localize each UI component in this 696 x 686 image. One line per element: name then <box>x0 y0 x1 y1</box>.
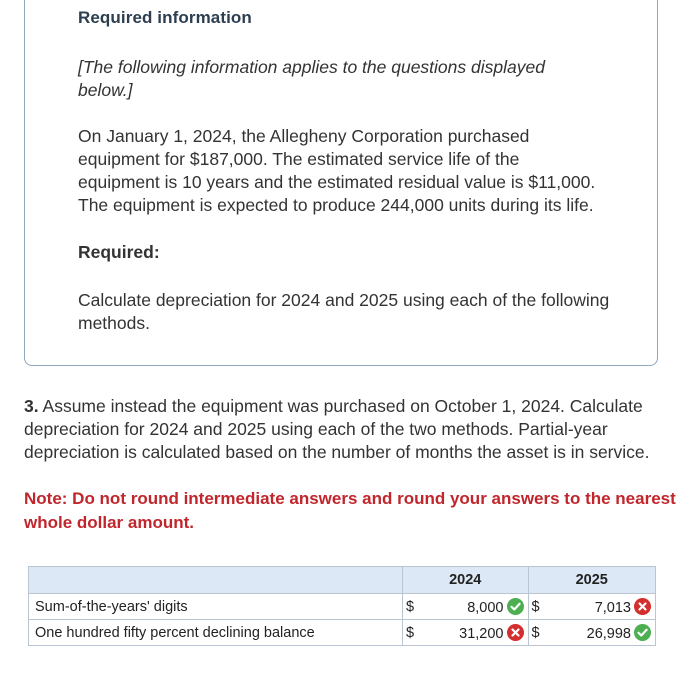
calc-instruction: Calculate depreciation for 2024 and 2025 using each of the following methods. <box>78 290 610 333</box>
currency-symbol: $ <box>403 594 423 620</box>
answer-value[interactable]: 31,200 <box>459 625 504 642</box>
info-body: On January 1, 2024, the Allegheny Corporation purchased equipment for $187,000. The estimated service life of the equipment is 10 years and the estimated residual value is $11,000. The equipment is expected to produce 244,000 units during its life. <box>78 126 596 215</box>
rounding-note: Note: Do not round intermediate answers and round your answers to the nearest whole dollar amount. <box>24 489 676 532</box>
header-blank <box>29 567 403 594</box>
currency-symbol: $ <box>403 620 423 646</box>
answer-value[interactable]: 7,013 <box>594 599 631 616</box>
currency-symbol: $ <box>528 620 548 646</box>
info-note: [The following information applies to the questions displayed below.] <box>78 57 545 100</box>
check-icon <box>507 598 524 615</box>
x-icon <box>507 624 524 641</box>
answer-value[interactable]: 8,000 <box>467 599 504 616</box>
check-icon <box>634 624 651 641</box>
answer-table <box>28 566 656 646</box>
table-header-row <box>29 567 656 594</box>
answer-cell-2025[interactable] <box>548 594 656 620</box>
answer-cell-2024[interactable] <box>423 594 529 620</box>
table-row <box>29 620 656 646</box>
question-body: Assume instead the equipment was purchased on October 1, 2024. Calculate depreciation for 2024 and 2025 using each of the two methods. Partial-year depreciation is calculated based on the number of months the asset is in service. <box>24 396 650 462</box>
x-icon <box>634 598 651 615</box>
currency-symbol: $ <box>528 594 548 620</box>
info-title: Required information <box>78 8 252 27</box>
row-label: Sum-of-the-years' digits <box>29 594 403 620</box>
table-row <box>29 594 656 620</box>
required-label: Required: <box>78 242 160 262</box>
header-2025: 2025 <box>528 567 656 594</box>
header-2024: 2024 <box>403 567 529 594</box>
question-text <box>24 395 684 464</box>
question-number: 3. <box>24 396 39 416</box>
answer-value[interactable]: 26,998 <box>586 625 631 642</box>
row-label: One hundred fifty percent declining balance <box>29 620 403 646</box>
answer-cell-2024[interactable] <box>423 620 529 646</box>
answer-cell-2025[interactable] <box>548 620 656 646</box>
